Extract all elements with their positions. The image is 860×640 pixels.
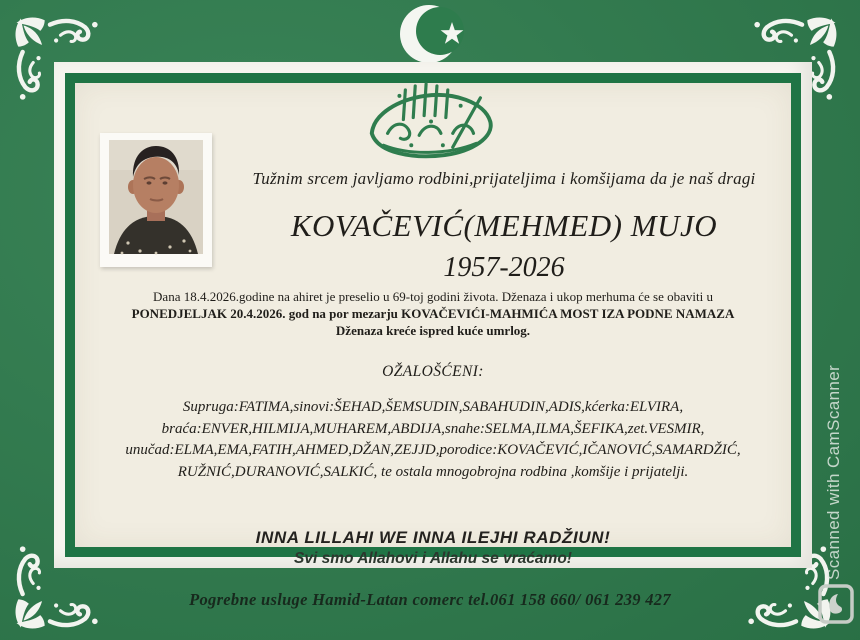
- mourners-line-2: braća:ENVER,HILMIJA,MUHAREM,ABDIJA,snahe:SELMA,ILMA,ŠEFIKA,zet.VESMIR,: [161, 420, 705, 437]
- notice-card: [54, 62, 812, 568]
- mourners-line-4: RUŽNIĆ,DURANOVIĆ,SALKIĆ, te ostala mnogobrojna rodbina ,komšije i prijatelji.: [177, 463, 689, 480]
- announcement-line-1: Dana 18.4.2026.godine na ahiret je preselio u 69-toj godini života. Dženaza i ukop merhuma će se obaviti u: [153, 289, 713, 304]
- life-years: 1957-2026: [443, 252, 565, 283]
- mourners-list: [54, 397, 812, 483]
- mourners-line-3: unučad:ELMA,EMA,FATIH,AHMED,DŽAN,ZEJJD,porodice:KOVAČEVIĆ,IČANOVIĆ,SAMARDŽIĆ,: [125, 442, 741, 458]
- deceased-name: KOVAČEVIĆ(MEHMED) MUJO: [290, 208, 718, 243]
- camscanner-logo-icon: [818, 584, 854, 624]
- funeral-services-footer: Pogrebne usluge Hamid-Latan comerc tel.061 158 660/ 061 239 427: [189, 590, 671, 609]
- prayer-transliteration: INNA LILLAHI WE INNA ILEJHI RADŽIUN!: [255, 528, 611, 547]
- mourners-line-1: Supruga:FATIMA,sinovi:ŠEHAD,ŠEMSUDIN,SABAHUDIN,ADIS,kćerka:ELVIRA,: [182, 399, 684, 415]
- prayer-translation: Svi smo Allahovi i Allahu se vraćamo!: [294, 550, 572, 567]
- mourners-heading: OŽALOŠĆENI:: [382, 363, 484, 380]
- calligraphy-medallion-icon: [354, 76, 512, 170]
- intro-line: Tužnim srcem javljamo rodbini,prijateljima i komšijama da je naš dragi: [252, 169, 756, 188]
- camscanner-watermark: Scanned with CamScanner: [824, 364, 843, 580]
- crescent-star-icon: [388, 1, 488, 63]
- announcement-line-3: Dženaza kreće ispred kuće umrlog.: [335, 323, 531, 338]
- announcement-line-2: PONEDJELJAK 20.4.2026. god na por mezarju KOVAČEVIĆI-MAHMIĆA MOST IZA PODNE NAMAZA: [131, 306, 735, 321]
- portrait-photo: [100, 133, 212, 267]
- announcement: [68, 288, 798, 339]
